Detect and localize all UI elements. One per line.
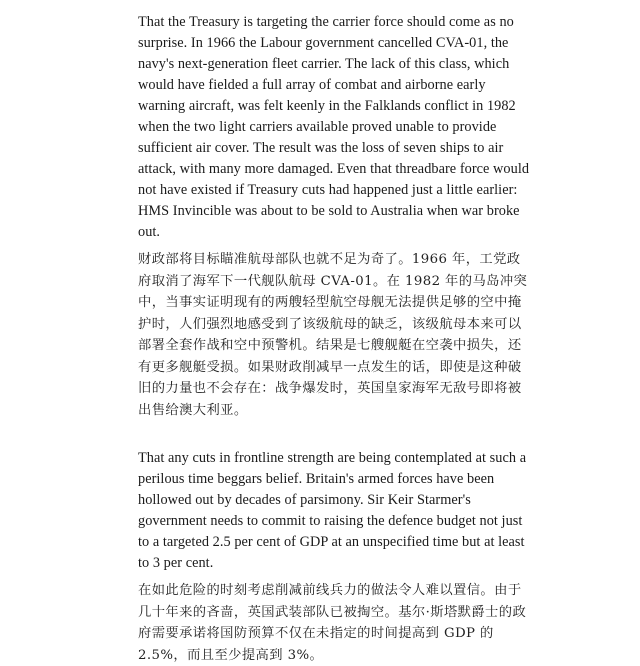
paragraph-chinese-2: 在如此危险的时刻考虑削减前线兵力的做法令人难以置信。由于几十年来的吝啬，英国武装部队已被掏空。基尔·斯塔默爵士的政府需要承诺将国防预算不仅在未指定的时间提高到 GDP 的 2.5%，而且至少提高到 3%。 <box>138 583 527 663</box>
paragraph-spacer <box>138 421 530 448</box>
paragraph-english-1: That the Treasury is targeting the carrier force should come as no surprise. In 1966 the Labour government cancelled CVA-01, the navy's next-generation fleet carrier. The lack of this class, which would have fielded a full array of combat and airborne early warning aircraft, was felt keenly in the Falklands conflict in 1982 when the two light carriers available proved unable to provide sufficient air cover. The result was the loss of seven ships to air attack, with many more damaged. Even that threadbare force would not have existed if Treasury cuts had happened just a little earlier: HMS Invincible was about to be sold to Australia when war broke out. <box>138 14 530 240</box>
article-body <box>138 12 530 666</box>
paragraph-chinese-1: 财政部将目标瞄准航母部队也就不足为奇了。1966 年，工党政府取消了海军下一代舰队航母 CVA-01。在 1982 年的马岛冲突中，当事实证明现有的两艘轻型航空母舰无法提供足够的空中掩护时，人们强烈地感受到了该级航母的缺乏，该级航母本来可以部署全套作战和空中预警机。结果是七艘舰艇在空袭中损失，还有更多舰艇受损。如果财政削减早一点发生的话，即使是这种破旧的力量也不会存在：战争爆发时，英国皇家海军无敌号即将被出售给澳大利亚。 <box>138 252 528 418</box>
paragraph-english-2: That any cuts in frontline strength are being contemplated at such a perilous time beggars belief. Britain's armed forces have been hollowed out by decades of parsimony. Sir Keir Starmer's government needs to commit to raising the defence budget not just to a targeted 2.5 per cent of GDP at an unspecified time but at least to 3 per cent. <box>138 450 527 571</box>
